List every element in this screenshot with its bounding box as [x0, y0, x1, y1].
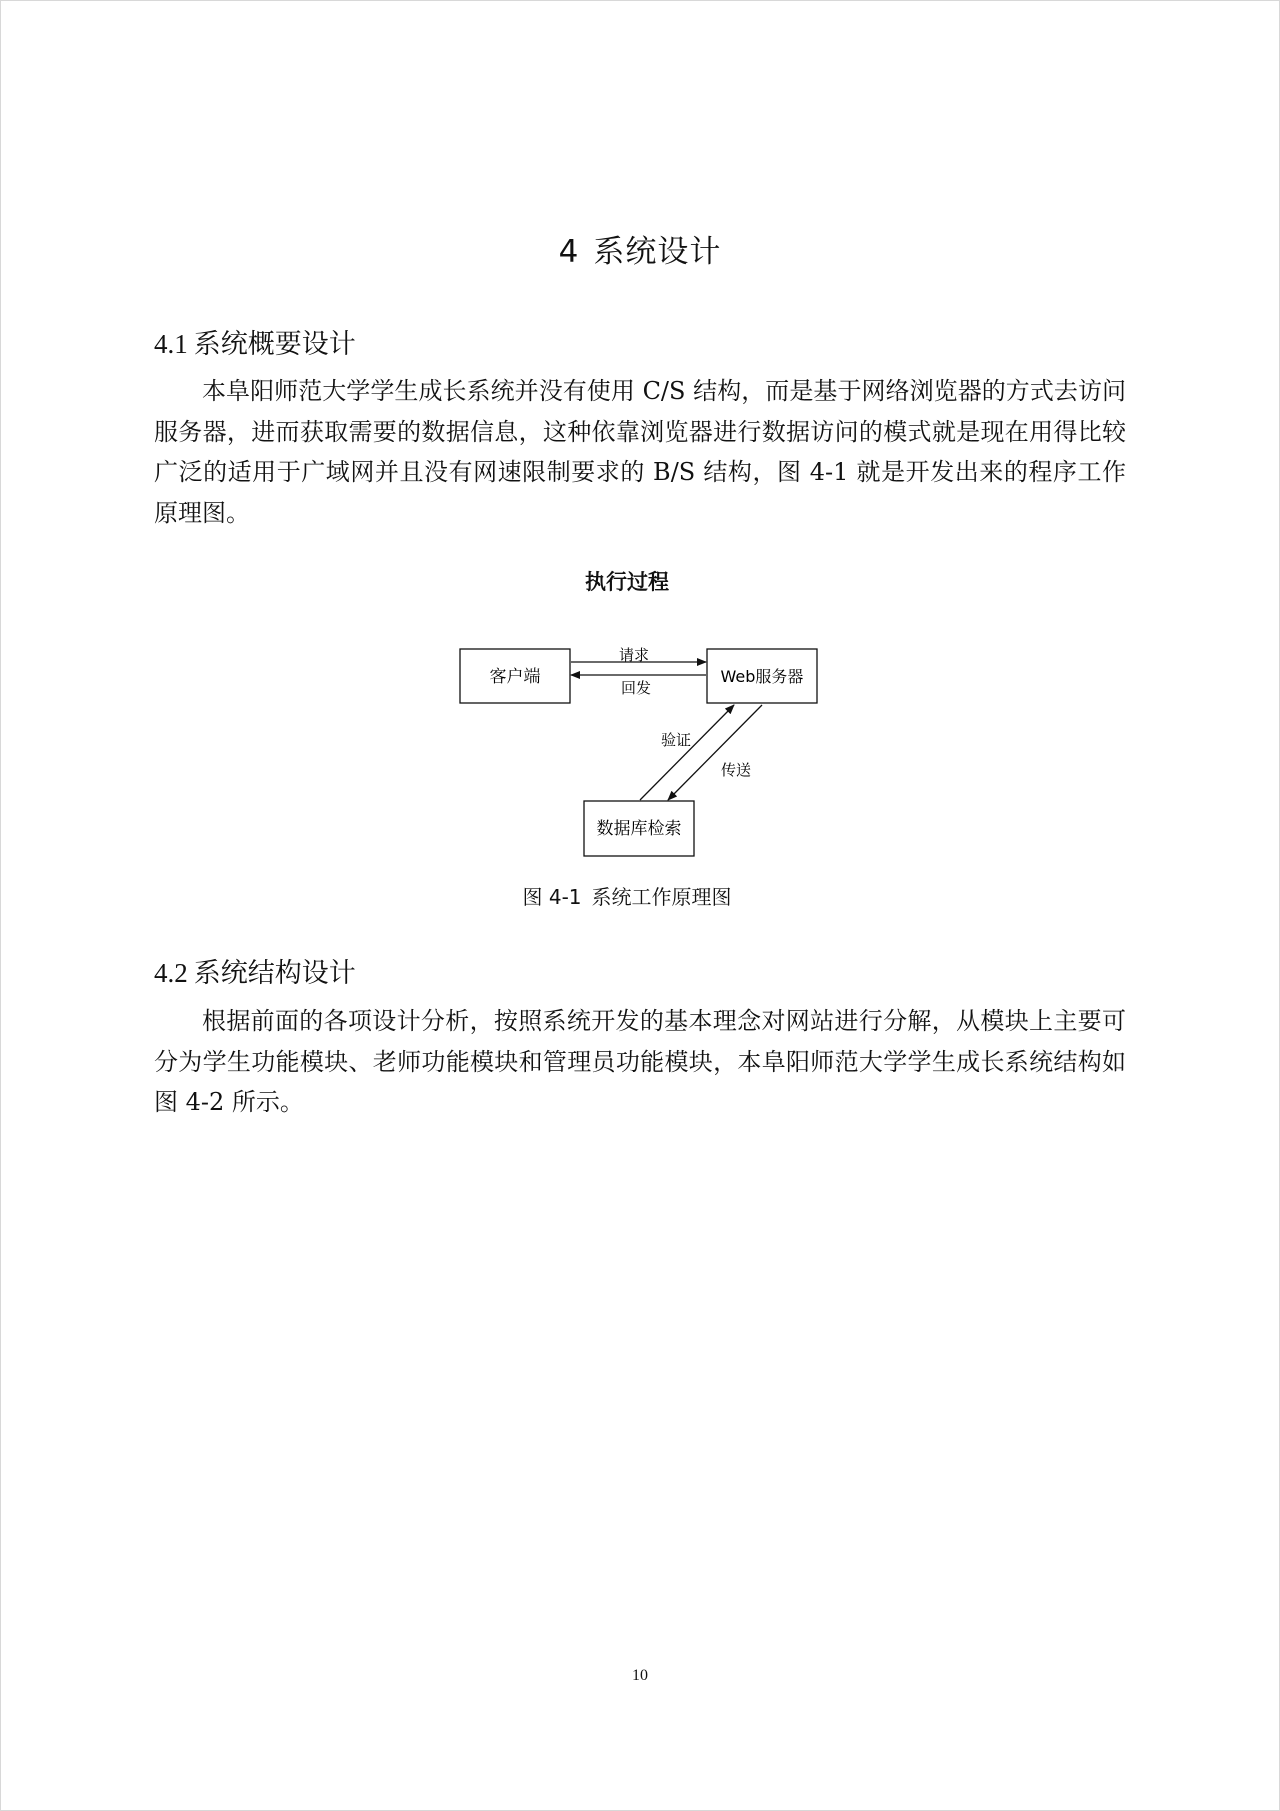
figure-title: 执行过程	[585, 570, 669, 594]
figure-caption-text: 系统工作原理图	[591, 885, 732, 909]
server-label: Web服务器	[720, 667, 804, 686]
figure-caption	[0, 881, 1254, 910]
section-title-4-2	[154, 951, 356, 990]
response-label: 回发	[620, 679, 652, 697]
section-title-text: 系统结构设计	[193, 958, 356, 989]
transfer-arrow	[668, 705, 762, 800]
verify-label: 验证	[660, 731, 692, 749]
section-number: 4.2	[154, 958, 188, 988]
section-title-text: 系统概要设计	[193, 329, 356, 360]
chapter-title-text: 系统设计	[593, 234, 722, 270]
page-number: 10	[632, 1667, 648, 1684]
verify-arrow	[640, 705, 734, 800]
transfer-label: 传送	[720, 761, 752, 779]
database-label: 数据库检索	[596, 819, 682, 839]
chapter-number: 4	[558, 234, 580, 270]
section-number: 4.1	[154, 329, 188, 359]
section-4-1-paragraph: 本阜阳师范大学学生成长系统并没有使用 C/S 结构，而是基于网络浏览器的方式去访问服务器，进而获取需要的数据信息，这种依靠浏览器进行数据访问的模式就是现在用得比较广泛的适用于广域网并且没有网速限制要求的 B/S 结构，图 4-1 就是开发出来的程序工作原理图。	[154, 377, 1126, 527]
request-label: 请求	[618, 646, 650, 664]
system-diagram	[0, 0, 1280, 900]
section-4-2-paragraph: 根据前面的各项设计分析，按照系统开发的基本理念对网站进行分解，从模块上主要可分为学生功能模块、老师功能模块和管理员功能模块，本阜阳师范大学学生成长系统结构如图 4-2 所示。	[154, 1007, 1126, 1116]
figure-number: 图 4-1	[522, 885, 582, 909]
client-label: 客户端	[489, 667, 541, 687]
